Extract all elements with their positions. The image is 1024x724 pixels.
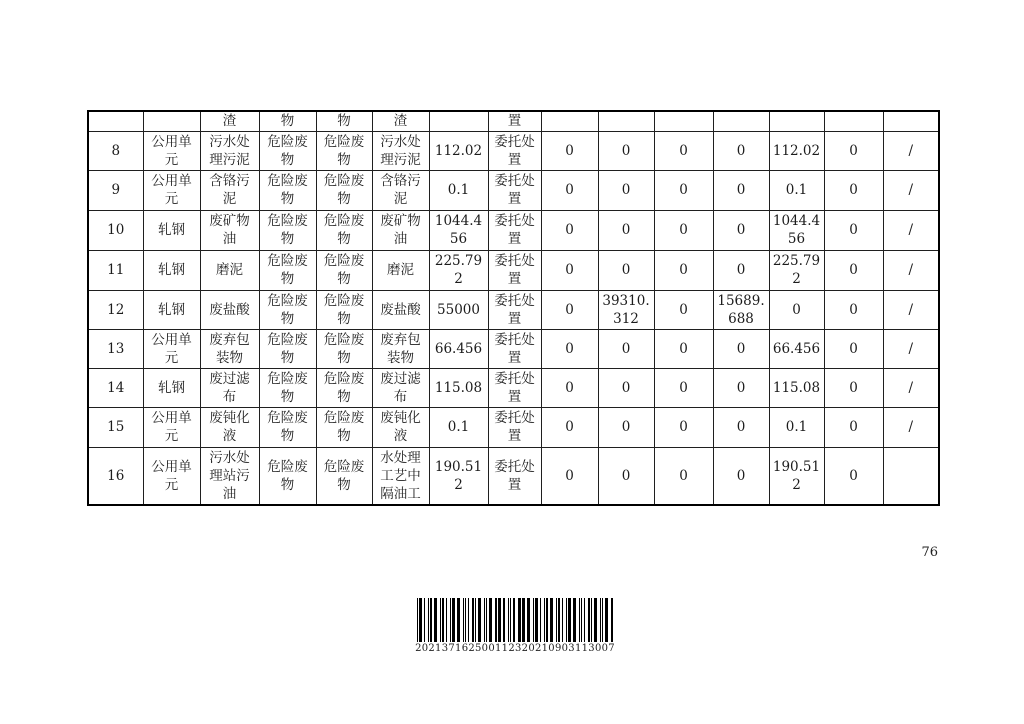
table-cell: 0 bbox=[541, 368, 598, 407]
table-cell: 危险废物 bbox=[259, 407, 316, 447]
table-cell bbox=[143, 111, 200, 131]
table-cell: 0 bbox=[713, 368, 769, 407]
table-cell: 0 bbox=[541, 210, 598, 250]
table-cell: 0 bbox=[713, 407, 769, 447]
table-cell: 委托处置 bbox=[488, 447, 541, 505]
table-cell: 0 bbox=[598, 447, 654, 505]
table-cell: 废盐酸 bbox=[372, 290, 429, 329]
table-cell: 危险废物 bbox=[316, 368, 372, 407]
table-cell bbox=[541, 111, 598, 131]
table-cell: / bbox=[883, 170, 939, 210]
table-cell: 0 bbox=[713, 329, 769, 368]
table-cell: 0 bbox=[541, 447, 598, 505]
table-cell bbox=[824, 111, 883, 131]
table-row bbox=[88, 447, 939, 505]
table-cell: / bbox=[883, 368, 939, 407]
table-cell bbox=[429, 111, 488, 131]
table-cell: 危险废物 bbox=[316, 250, 372, 290]
table-cell: 0 bbox=[654, 368, 713, 407]
table-cell: 危险废物 bbox=[316, 170, 372, 210]
table-cell: 危险废物 bbox=[259, 210, 316, 250]
table-cell: 0 bbox=[824, 407, 883, 447]
table-cell bbox=[88, 111, 143, 131]
table-cell: 含铬污泥 bbox=[372, 170, 429, 210]
table-cell: 115.08 bbox=[769, 368, 824, 407]
table-cell: / bbox=[883, 250, 939, 290]
table-cell: 委托处置 bbox=[488, 407, 541, 447]
table-cell bbox=[598, 111, 654, 131]
table-cell: 0 bbox=[824, 170, 883, 210]
barcode-bars-icon bbox=[417, 598, 613, 642]
table-cell: 0 bbox=[654, 407, 713, 447]
table-cell: 渣 bbox=[372, 111, 429, 131]
table-cell: / bbox=[883, 329, 939, 368]
table-cell bbox=[654, 111, 713, 131]
table-cell: 0 bbox=[654, 329, 713, 368]
table-cell: 0 bbox=[824, 329, 883, 368]
table-cell: 危险废物 bbox=[316, 329, 372, 368]
table-cell: 225.792 bbox=[429, 250, 488, 290]
table-cell: 废过滤布 bbox=[372, 368, 429, 407]
table-cell: 0 bbox=[598, 210, 654, 250]
table-cell: 0 bbox=[598, 407, 654, 447]
table-cell: 0 bbox=[598, 131, 654, 170]
table-cell: 0 bbox=[598, 329, 654, 368]
table-cell: 废矿物油 bbox=[372, 210, 429, 250]
table-cell: 危险废物 bbox=[259, 329, 316, 368]
table-cell: 危险废物 bbox=[259, 131, 316, 170]
table-cell: / bbox=[883, 210, 939, 250]
table-cell: 66.456 bbox=[429, 329, 488, 368]
table-cell: 轧钢 bbox=[143, 290, 200, 329]
table-cell: 磨泥 bbox=[372, 250, 429, 290]
table-cell: 0 bbox=[598, 170, 654, 210]
table-cell: 污水处理站污油 bbox=[200, 447, 259, 505]
table-row bbox=[88, 329, 939, 368]
table-cell: 物 bbox=[259, 111, 316, 131]
table-row bbox=[88, 368, 939, 407]
table-body bbox=[88, 111, 939, 505]
table-cell: 10 bbox=[88, 210, 143, 250]
table-cell: 废弃包装物 bbox=[372, 329, 429, 368]
table-cell: 危险废物 bbox=[259, 368, 316, 407]
table-cell: 0 bbox=[824, 131, 883, 170]
table-row bbox=[88, 407, 939, 447]
table-cell: 0 bbox=[654, 250, 713, 290]
table-cell: 公用单元 bbox=[143, 131, 200, 170]
table-cell: 0 bbox=[598, 250, 654, 290]
table-cell: 0 bbox=[541, 290, 598, 329]
table-cell: 13 bbox=[88, 329, 143, 368]
table-cell: 废矿物油 bbox=[200, 210, 259, 250]
table-cell: 废过滤布 bbox=[200, 368, 259, 407]
table-cell: 0 bbox=[541, 407, 598, 447]
table-cell: 16 bbox=[88, 447, 143, 505]
table-cell: 0 bbox=[713, 131, 769, 170]
table-cell: / bbox=[883, 131, 939, 170]
table-cell: 含铬污泥 bbox=[200, 170, 259, 210]
page-number: 76 bbox=[921, 545, 938, 560]
table-cell: 1044.456 bbox=[769, 210, 824, 250]
table-cell: 0 bbox=[769, 290, 824, 329]
barcode-number: 202137162500112320210903113007 bbox=[415, 643, 615, 654]
table-cell: 0 bbox=[541, 329, 598, 368]
table-cell: 0 bbox=[824, 290, 883, 329]
barcode bbox=[415, 598, 615, 654]
table-cell: 112.02 bbox=[769, 131, 824, 170]
table-row bbox=[88, 170, 939, 210]
table-cell: 0 bbox=[541, 250, 598, 290]
table-cell: 66.456 bbox=[769, 329, 824, 368]
table-cell: 公用单元 bbox=[143, 447, 200, 505]
table-cell: 公用单元 bbox=[143, 170, 200, 210]
table-cell: 废盐酸 bbox=[200, 290, 259, 329]
table-cell: 委托处置 bbox=[488, 329, 541, 368]
table-cell: 0 bbox=[598, 368, 654, 407]
table-cell: 190.512 bbox=[769, 447, 824, 505]
table-cell: 11 bbox=[88, 250, 143, 290]
table-cell: 污水处理污泥 bbox=[200, 131, 259, 170]
table-cell: 危险废物 bbox=[259, 447, 316, 505]
table-cell: 委托处置 bbox=[488, 170, 541, 210]
table-cell: 危险废物 bbox=[259, 170, 316, 210]
table-cell: 0 bbox=[713, 210, 769, 250]
table-cell: 39310.312 bbox=[598, 290, 654, 329]
table-cell: 委托处置 bbox=[488, 210, 541, 250]
table-cell: 0 bbox=[713, 170, 769, 210]
table-cell: 危险废物 bbox=[259, 250, 316, 290]
table-cell: 废钝化液 bbox=[200, 407, 259, 447]
table-cell: 物 bbox=[316, 111, 372, 131]
table-row bbox=[88, 290, 939, 329]
table-cell: 0 bbox=[654, 131, 713, 170]
table-cell: 废弃包装物 bbox=[200, 329, 259, 368]
table-cell: 委托处置 bbox=[488, 250, 541, 290]
table-cell: 危险废物 bbox=[316, 290, 372, 329]
table-cell: 轧钢 bbox=[143, 210, 200, 250]
table-cell: 废钝化液 bbox=[372, 407, 429, 447]
table-row bbox=[88, 210, 939, 250]
table-cell: / bbox=[883, 407, 939, 447]
table-header-row bbox=[88, 111, 939, 131]
table-cell: 0.1 bbox=[429, 170, 488, 210]
table-cell: 污水处理污泥 bbox=[372, 131, 429, 170]
table-row bbox=[88, 131, 939, 170]
table-cell: 0 bbox=[541, 131, 598, 170]
table-cell: 225.792 bbox=[769, 250, 824, 290]
table-cell: 公用单元 bbox=[143, 407, 200, 447]
table-cell: 0.1 bbox=[769, 170, 824, 210]
table-cell: 0 bbox=[654, 447, 713, 505]
table-cell: 委托处置 bbox=[488, 131, 541, 170]
table-cell: 危险废物 bbox=[316, 131, 372, 170]
hazardous-waste-table bbox=[87, 110, 940, 506]
table-cell: 15689.688 bbox=[713, 290, 769, 329]
table-cell: 9 bbox=[88, 170, 143, 210]
table-cell: 0 bbox=[654, 170, 713, 210]
table-cell: 轧钢 bbox=[143, 368, 200, 407]
table-cell: 0 bbox=[824, 250, 883, 290]
table-cell: 危险废物 bbox=[316, 447, 372, 505]
table-cell: 磨泥 bbox=[200, 250, 259, 290]
table-cell bbox=[883, 447, 939, 505]
table-cell: 危险废物 bbox=[259, 290, 316, 329]
table-cell: 55000 bbox=[429, 290, 488, 329]
table-cell: 水处理工艺中隔油工 bbox=[372, 447, 429, 505]
table-cell bbox=[883, 111, 939, 131]
table-cell: 0 bbox=[654, 290, 713, 329]
table-cell: 0 bbox=[713, 250, 769, 290]
table-cell: 0 bbox=[824, 447, 883, 505]
table-cell: 公用单元 bbox=[143, 329, 200, 368]
table-cell: 15 bbox=[88, 407, 143, 447]
table-cell bbox=[713, 111, 769, 131]
table-cell: 委托处置 bbox=[488, 290, 541, 329]
table-cell: 0 bbox=[824, 368, 883, 407]
table-cell: 0 bbox=[541, 170, 598, 210]
table-cell: 危险废物 bbox=[316, 210, 372, 250]
table-cell: / bbox=[883, 290, 939, 329]
table-cell: 14 bbox=[88, 368, 143, 407]
table-cell: 置 bbox=[488, 111, 541, 131]
table-cell: 0.1 bbox=[429, 407, 488, 447]
table-cell: 190.512 bbox=[429, 447, 488, 505]
table-cell: 渣 bbox=[200, 111, 259, 131]
table-cell: 112.02 bbox=[429, 131, 488, 170]
table-cell bbox=[769, 111, 824, 131]
table-cell: 8 bbox=[88, 131, 143, 170]
table-cell: 0 bbox=[654, 210, 713, 250]
table-row bbox=[88, 250, 939, 290]
table-cell: 12 bbox=[88, 290, 143, 329]
table-cell: 0 bbox=[824, 210, 883, 250]
table-cell: 115.08 bbox=[429, 368, 488, 407]
table-cell: 0 bbox=[713, 447, 769, 505]
table-cell: 委托处置 bbox=[488, 368, 541, 407]
table-cell: 危险废物 bbox=[316, 407, 372, 447]
table-cell: 轧钢 bbox=[143, 250, 200, 290]
table-cell: 0.1 bbox=[769, 407, 824, 447]
table-cell: 1044.456 bbox=[429, 210, 488, 250]
